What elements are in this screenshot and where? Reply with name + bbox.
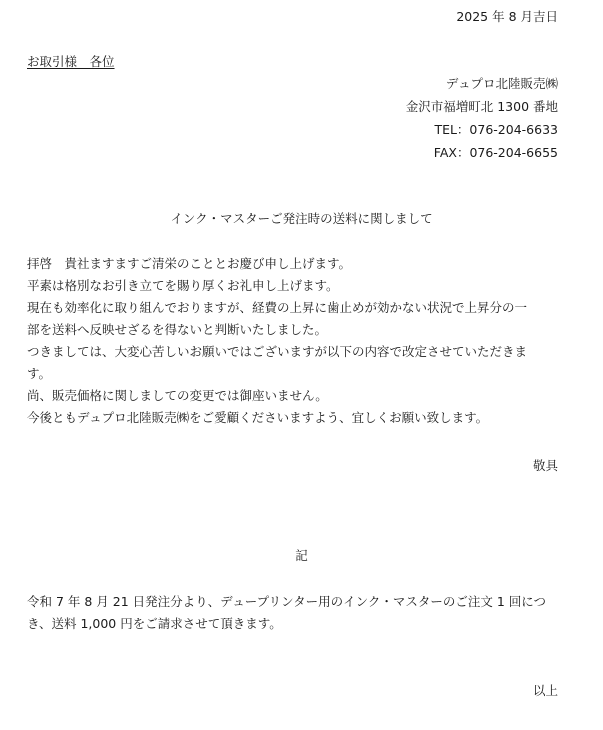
notice-body [27,596,567,640]
notice-line: き、送料 1,000 円をご請求させて頂きます。 [27,616,282,631]
body-line: 拝啓 貴社ますますご清栄のこととお慶び申し上げます。 [27,256,352,271]
closing-keigu: 敬具 [532,458,558,473]
recipient-line: お取引様 各位 [27,54,115,69]
ki-heading: 記 [295,548,308,563]
body-line: 現在も効率化に取り組んでおりますが、経費の上昇に歯止めが効かない状況で上昇分の一 [27,300,528,315]
notice-line: 令和 7 年 8 月 21 日発注分より、デュープリンター用のインク・マスターのご注文 1 回につ [27,594,547,609]
end-ijou: 以上 [532,683,558,698]
body-line: 今後ともデュプロ北陸販売㈱をご愛顧くださいますよう、宜しくお願い致します。 [27,410,489,425]
body-line: 部を送料へ反映せざるを得ないと判断いたしました。 [27,322,328,337]
body-line: 尚、販売価格に関しましての変更では御座いません。 [27,388,328,403]
letter-subject: インク・マスターご発注時の送料に関しまして [170,211,433,226]
sender-fax: FAX：076-204-6655 [433,145,558,160]
letter-body [27,258,567,434]
body-line: す。 [27,366,52,381]
body-line: つきましては、大変心苦しいお願いではございますが以下の内容で改定させていただきま [27,344,528,359]
sender-company: デュプロ北陸販売㈱ [445,76,558,91]
body-line: 平素は格別なお引き立てを賜り厚くお礼申し上げます。 [27,278,339,293]
sender-address: 金沢市福増町北 1300 番地 [405,99,558,114]
letter-date: 2025 年 8 月吉日 [456,9,558,24]
sender-tel: TEL：076-204-6633 [434,122,558,137]
